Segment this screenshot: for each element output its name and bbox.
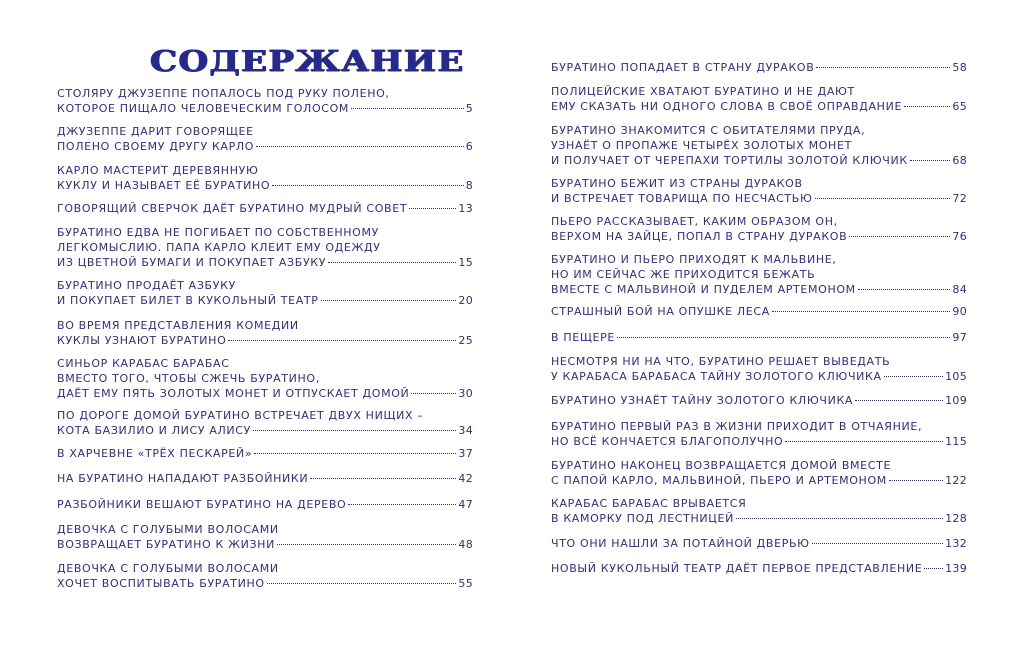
toc-page-number: 128 [945, 512, 967, 525]
dot-leader [328, 262, 456, 263]
toc-entry-title: ЕМУ СКАЗАТЬ НИ ОДНОГО СЛОВА В СВОЁ ОПРАВДАНИЕ [551, 100, 903, 113]
toc-page-number: 68 [952, 154, 967, 167]
toc-entry-line [57, 561, 473, 576]
toc-entry-line [57, 201, 473, 216]
toc-page-number: 13 [458, 202, 473, 215]
toc-entry-title: ДАЁТ ЕМУ ПЯТЬ ЗОЛОТЫХ МОНЕТ И ОТПУСКАЕТ ДОМОЙ [57, 387, 410, 400]
toc-entry-title: ДЕВОЧКА С ГОЛУБЫМИ ВОЛОСАМИ [57, 562, 279, 575]
toc-entry-line [551, 153, 967, 168]
dot-leader [785, 441, 943, 442]
dot-leader [351, 108, 464, 109]
toc-entry-line [57, 318, 473, 333]
toc-entry[interactable] [57, 163, 473, 193]
toc-entry[interactable] [551, 123, 967, 168]
toc-entry-line [551, 393, 967, 408]
toc-entry[interactable] [57, 471, 473, 486]
toc-entry[interactable] [551, 84, 967, 114]
toc-entry-line [57, 333, 473, 348]
toc-entry-line [551, 282, 967, 297]
toc-entry-line [551, 252, 967, 267]
toc-entry[interactable] [551, 304, 967, 319]
toc-entry-title: БУРАТИНО ПЕРВЫЙ РАЗ В ЖИЗНИ ПРИХОДИТ В ОТЧАЯНИЕ, [551, 420, 923, 433]
toc-entry-title: КОТОРОЕ ПИЩАЛО ЧЕЛОВЕЧЕСКИМ ГОЛОСОМ [57, 102, 350, 115]
toc-entry-line [551, 536, 967, 551]
dot-leader [924, 568, 943, 569]
toc-entry[interactable] [551, 496, 967, 526]
toc-entry-title: РАЗБОЙНИКИ ВЕШАЮТ БУРАТИНО НА ДЕРЕВО [57, 498, 347, 511]
toc-entry-line [551, 369, 967, 384]
toc-entry-title: ХОЧЕТ ВОСПИТЫВАТЬ БУРАТИНО [57, 577, 265, 590]
toc-entry-title: НО ВСЁ КОНЧАЕТСЯ БЛАГОПОЛУЧНО [551, 435, 784, 448]
dot-leader [889, 480, 943, 481]
dot-leader [272, 185, 463, 186]
dot-leader [858, 289, 951, 290]
toc-entry[interactable] [551, 60, 967, 75]
toc-entry[interactable] [551, 330, 967, 345]
dot-leader [348, 504, 456, 505]
toc-entry[interactable] [551, 536, 967, 551]
toc-entry-title: СТРАШНЫЙ БОЙ НА ОПУШКЕ ЛЕСА [551, 305, 770, 318]
toc-page-number: 76 [952, 230, 967, 243]
toc-page-number: 109 [945, 394, 967, 407]
toc-entry-line [551, 214, 967, 229]
toc-entry-line [551, 354, 967, 369]
toc-entry[interactable] [551, 354, 967, 384]
toc-page-number: 58 [952, 61, 967, 74]
toc-page-number: 97 [952, 331, 967, 344]
toc-entry-title: ВОЗВРАЩАЕТ БУРАТИНО К ЖИЗНИ [57, 538, 275, 551]
toc-entry-title: В ПЕЩЕРЕ [551, 331, 616, 344]
toc-page-number: 72 [952, 192, 967, 205]
toc-entry[interactable] [57, 225, 473, 270]
toc-entry[interactable] [551, 393, 967, 408]
dot-leader [855, 400, 943, 401]
toc-entry-line [57, 124, 473, 139]
toc-entry-line [551, 123, 967, 138]
toc-entry-line [551, 176, 967, 191]
toc-entry[interactable] [551, 561, 967, 576]
toc-entry-line [57, 537, 473, 552]
toc-entry[interactable] [551, 419, 967, 449]
page-title: СОДЕРЖАНИЕ [150, 44, 465, 78]
toc-entry-title: ВЕРХОМ НА ЗАЙЦЕ, ПОПАЛ В СТРАНУ ДУРАКОВ [551, 230, 848, 243]
toc-page-number: 6 [465, 140, 473, 153]
toc-entry-title: ВМЕСТЕ С МАЛЬВИНОЙ И ПУДЕЛЕМ АРТЕМОНОМ [551, 283, 856, 296]
toc-entry-title: И ВСТРЕЧАЕТ ТОВАРИЩА ПО НЕСЧАСТЬЮ [551, 192, 813, 205]
toc-entry-line [551, 229, 967, 244]
toc-page-number: 115 [945, 435, 967, 448]
toc-entry-title: НА БУРАТИНО НАПАДАЮТ РАЗБОЙНИКИ [57, 472, 309, 485]
dot-leader [910, 160, 951, 161]
toc-entry-title: СИНЬОР КАРАБАС БАРАБАС [57, 357, 230, 370]
toc-page-number: 42 [458, 472, 473, 485]
dot-leader [617, 337, 950, 338]
dot-leader [409, 208, 456, 209]
toc-entry-line [57, 101, 473, 116]
toc-entry[interactable] [57, 124, 473, 154]
toc-page-number: 47 [458, 498, 473, 511]
dot-leader [254, 453, 456, 454]
toc-entry-title: ПОЛИЦЕЙСКИЕ ХВАТАЮТ БУРАТИНО И НЕ ДАЮТ [551, 85, 855, 98]
toc-entry-title: СТОЛЯРУ ДЖУЗЕППЕ ПОПАЛОСЬ ПОД РУКУ ПОЛЕНО, [57, 87, 390, 100]
dot-leader [812, 543, 943, 544]
toc-entry-line [551, 511, 967, 526]
toc-entry-line [551, 419, 967, 434]
toc-entry[interactable] [57, 356, 473, 401]
toc-entry-title: БУРАТИНО БЕЖИТ ИЗ СТРАНЫ ДУРАКОВ [551, 177, 803, 190]
toc-entry-line [551, 434, 967, 449]
toc-page-number: 55 [458, 577, 473, 590]
toc-entry-line [57, 386, 473, 401]
toc-entry-line [551, 60, 967, 75]
toc-entry-title: БУРАТИНО НАКОНЕЦ ВОЗВРАЩАЕТСЯ ДОМОЙ ВМЕСТЕ [551, 459, 892, 472]
dot-leader [321, 300, 457, 301]
toc-entry-line [57, 178, 473, 193]
toc-entry[interactable] [551, 458, 967, 488]
toc-entry-title: ДЕВОЧКА С ГОЛУБЫМИ ВОЛОСАМИ [57, 523, 279, 536]
toc-page-number: 15 [458, 256, 473, 269]
toc-entry-title: ЛЕГКОМЫСЛИЮ. ПАПА КАРЛО КЛЕИТ ЕМУ ОДЕЖДУ [57, 241, 381, 254]
dot-leader [256, 146, 464, 147]
toc-entry-title: ЧТО ОНИ НАШЛИ ЗА ПОТАЙНОЙ ДВЕРЬЮ [551, 537, 810, 550]
toc-entry[interactable] [57, 522, 473, 552]
toc-page-number: 84 [952, 283, 967, 296]
toc-entry-title: ПЬЕРО РАССКАЗЫВАЕТ, КАКИМ ОБРАЗОМ ОН, [551, 215, 838, 228]
toc-page-number: 8 [465, 179, 473, 192]
toc-entry-title: ДЖУЗЕППЕ ДАРИТ ГОВОРЯЩЕЕ [57, 125, 254, 138]
toc-entry-title: БУРАТИНО УЗНАЁТ ТАЙНУ ЗОЛОТОГО КЛЮЧИКА [551, 394, 854, 407]
toc-entry-title: У КАРАБАСА БАРАБАСА ТАЙНУ ЗОЛОТОГО КЛЮЧИКА [551, 370, 882, 383]
toc-entry[interactable] [57, 278, 473, 308]
dot-leader [267, 583, 457, 584]
toc-entry-title: УЗНАЁТ О ПРОПАЖЕ ЧЕТЫРЁХ ЗОЛОТЫХ МОНЕТ [551, 139, 852, 152]
toc-entry-title: КАРЛО МАСТЕРИТ ДЕРЕВЯННУЮ [57, 164, 259, 177]
toc-entry[interactable] [57, 446, 473, 461]
dot-leader [772, 311, 951, 312]
toc-entry-title: НОВЫЙ КУКОЛЬНЫЙ ТЕАТР ДАЁТ ПЕРВОЕ ПРЕДСТАВЛЕНИЕ [551, 562, 923, 575]
toc-entry-title: КОТА БАЗИЛИО И ЛИСУ АЛИСУ [57, 424, 251, 437]
toc-entry-title: БУРАТИНО ЕДВА НЕ ПОГИБАЕТ ПО СОБСТВЕННОМУ [57, 226, 379, 239]
toc-page-number: 34 [458, 424, 473, 437]
toc-entry-line [57, 225, 473, 240]
toc-entry-line [57, 408, 473, 423]
toc-entry-title: БУРАТИНО ЗНАКОМИТСЯ С ОБИТАТЕЛЯМИ ПРУДА, [551, 124, 866, 137]
toc-entry-line [551, 84, 967, 99]
toc-entry-line [551, 138, 967, 153]
dot-leader [904, 106, 950, 107]
toc-page-number: 105 [945, 370, 967, 383]
toc-entry-title: БУРАТИНО ПРОДАЁТ АЗБУКУ [57, 279, 236, 292]
toc-entry-title: БУРАТИНО ПОПАДАЕТ В СТРАНУ ДУРАКОВ [551, 61, 815, 74]
toc-page-number: 90 [952, 305, 967, 318]
toc-entry-title: ИЗ ЦВЕТНОЙ БУМАГИ И ПОКУПАЕТ АЗБУКУ [57, 256, 327, 269]
toc-entry-line [57, 293, 473, 308]
toc-entry-line [551, 267, 967, 282]
toc-entry-line [57, 240, 473, 255]
toc-entry-line [57, 371, 473, 386]
toc-entry-title: КУКЛУ И НАЗЫВАЕТ ЕЁ БУРАТИНО [57, 179, 271, 192]
dot-leader [736, 518, 943, 519]
dot-leader [815, 198, 951, 199]
toc-entry-line [551, 330, 967, 345]
toc-page-number: 48 [458, 538, 473, 551]
toc-entry-line [57, 86, 473, 101]
toc-page-number: 65 [952, 100, 967, 113]
toc-page-number: 20 [458, 294, 473, 307]
toc-page-number: 132 [945, 537, 967, 550]
toc-entry-title: ВО ВРЕМЯ ПРЕДСТАВЛЕНИЯ КОМЕДИИ [57, 319, 299, 332]
toc-page-number: 30 [458, 387, 473, 400]
toc-page-number: 37 [458, 447, 473, 460]
toc-entry-title: В КАМОРКУ ПОД ЛЕСТНИЦЕЙ [551, 512, 734, 525]
toc-entry-line [551, 496, 967, 511]
toc-entry[interactable] [57, 561, 473, 591]
toc-entry[interactable] [57, 201, 473, 216]
toc-entry[interactable] [57, 86, 473, 116]
dot-leader [277, 544, 456, 545]
toc-entry-title: НО ИМ СЕЙЧАС ЖЕ ПРИХОДИТСЯ БЕЖАТЬ [551, 268, 816, 281]
toc-entry-line [551, 458, 967, 473]
toc-entry[interactable] [57, 318, 473, 348]
toc-entry-title: КУКЛЫ УЗНАЮТ БУРАТИНО [57, 334, 227, 347]
toc-entry-title: ВМЕСТО ТОГО, ЧТОБЫ СЖЕЧЬ БУРАТИНО, [57, 372, 320, 385]
toc-entry-title: И ПОКУПАЕТ БИЛЕТ В КУКОЛЬНЫЙ ТЕАТР [57, 294, 319, 307]
toc-entry-line [57, 423, 473, 438]
toc-entry[interactable] [551, 176, 967, 206]
toc-page-number: 122 [945, 474, 967, 487]
toc-entry[interactable] [57, 408, 473, 438]
toc-entry-title: ПО ДОРОГЕ ДОМОЙ БУРАТИНО ВСТРЕЧАЕТ ДВУХ НИЩИХ – [57, 409, 424, 422]
toc-entry-line [551, 561, 967, 576]
toc-entry-line [551, 99, 967, 114]
toc-entry-line [57, 497, 473, 512]
toc-entry-title: С ПАПОЙ КАРЛО, МАЛЬВИНОЙ, ПЬЕРО И АРТЕМОНОМ [551, 474, 887, 487]
dot-leader [253, 430, 456, 431]
dot-leader [228, 340, 456, 341]
toc-entry-line [57, 446, 473, 461]
toc-entry-line [57, 576, 473, 591]
dot-leader [816, 67, 950, 68]
toc-entry-title: И ПОЛУЧАЕТ ОТ ЧЕРЕПАХИ ТОРТИЛЫ ЗОЛОТОЙ КЛЮЧИК [551, 154, 908, 167]
toc-entry-title: ПОЛЕНО СВОЕМУ ДРУГУ КАРЛО [57, 140, 255, 153]
toc-entry[interactable] [551, 252, 967, 297]
toc-entry-line [551, 191, 967, 206]
dot-leader [411, 393, 456, 394]
dot-leader [884, 376, 943, 377]
toc-entry-line [57, 139, 473, 154]
toc-entry-line [57, 163, 473, 178]
dot-leader [310, 478, 456, 479]
toc-entry[interactable] [57, 497, 473, 512]
toc-entry-line [551, 473, 967, 488]
toc-entry[interactable] [551, 214, 967, 244]
toc-entry-line [57, 356, 473, 371]
toc-page-number: 25 [458, 334, 473, 347]
toc-entry-title: В ХАРЧЕВНЕ «ТРЁХ ПЕСКАРЕЙ» [57, 447, 253, 460]
toc-entry-line [57, 522, 473, 537]
toc-entry-title: НЕСМОТРЯ НИ НА ЧТО, БУРАТИНО РЕШАЕТ ВЫВЕДАТЬ [551, 355, 891, 368]
toc-page-number: 5 [465, 102, 473, 115]
toc-page-number: 139 [945, 562, 967, 575]
toc-entry-title: БУРАТИНО И ПЬЕРО ПРИХОДЯТ К МАЛЬВИНЕ, [551, 253, 837, 266]
toc-entry-line [57, 278, 473, 293]
toc-entry-line [57, 255, 473, 270]
dot-leader [849, 236, 950, 237]
toc-entry-line [551, 304, 967, 319]
toc-entry-title: КАРАБАС БАРАБАС ВРЫВАЕТСЯ [551, 497, 747, 510]
toc-entry-title: ГОВОРЯЩИЙ СВЕРЧОК ДАЁТ БУРАТИНО МУДРЫЙ СОВЕТ [57, 202, 408, 215]
toc-entry-line [57, 471, 473, 486]
